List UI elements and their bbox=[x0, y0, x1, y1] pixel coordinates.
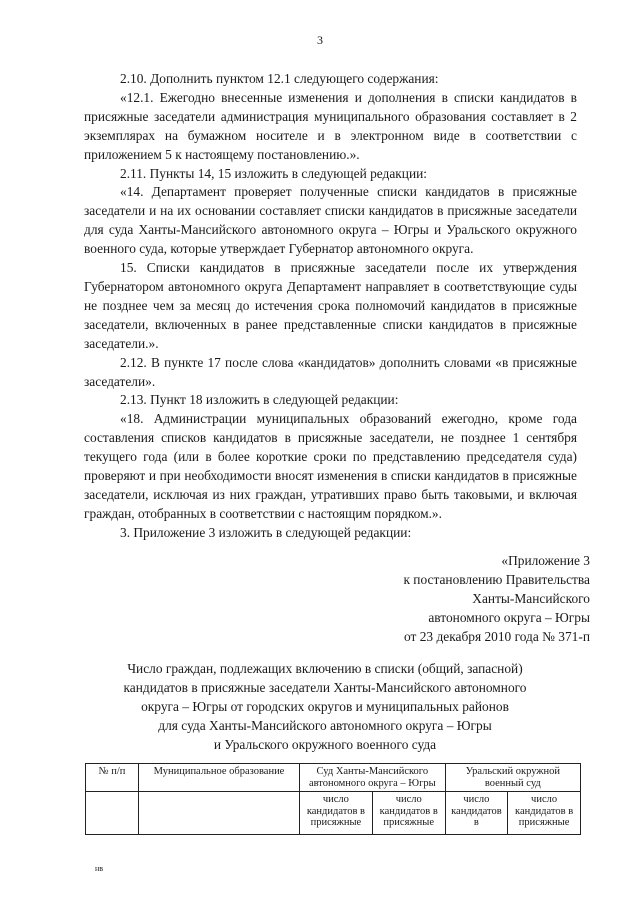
header-court-khmao: Суд Ханты-Мансийского автономного округа – Югры bbox=[300, 764, 446, 792]
appendix-line: «Приложение 3 bbox=[501, 553, 590, 568]
table-header-row bbox=[86, 764, 581, 792]
paragraph-2-13: 2.13. Пункт 18 изложить в следующей редакции: bbox=[120, 392, 399, 408]
appendix-line: Ханты-Мансийского bbox=[472, 590, 590, 606]
header-court-ural: Уральский окружной военный суд bbox=[445, 764, 580, 792]
subheader-empty bbox=[139, 792, 300, 835]
header-municipality: Муниципальное образование bbox=[139, 764, 300, 792]
subheader-reserve-ural: число кандидатов в присяжные bbox=[508, 792, 581, 835]
body-text bbox=[84, 70, 577, 543]
footer-mark: нв bbox=[95, 864, 104, 873]
paragraph-12-1: «12.1. Ежегодно внесенные изменения и дополнения в списки кандидатов в присяжные заседатели администрация муниципального образования составляет в 2 экземплярах на бумажном носителе и в электронном виде в соответствии с приложением 5 к настоящему постановлению.». bbox=[84, 89, 577, 162]
appendix-line: автономного округа – Югры bbox=[428, 609, 590, 625]
paragraph-14: «14. Департамент проверяет полученные списки кандидатов в присяжные заседатели и на их основании составляет списки кандидатов в присяжные заседатели для суда Ханты-Мансийского автономного округа – Югры и Уральского окружного военного суда, которые утверждает Губернатор автономного округа. bbox=[84, 184, 577, 257]
paragraph-2-12: 2.12. В пункте 17 после слова «кандидатов» дополнить словами «в присяжные заседатели». bbox=[84, 354, 577, 389]
subheader-general-ural: число кандидатов в bbox=[445, 792, 508, 835]
table-title-line: Число граждан, подлежащих включению в списки (общий, запасной) bbox=[127, 661, 523, 676]
candidates-table bbox=[85, 763, 581, 835]
table-title-line: округа – Югры от городских округов и муниципальных районов bbox=[141, 698, 509, 714]
subheader-general-khmao: число кандидатов в присяжные bbox=[300, 792, 373, 835]
table-title-line: кандидатов в присяжные заседатели Ханты-Мансийского автономного bbox=[123, 679, 527, 695]
appendix-header bbox=[330, 552, 590, 647]
page-number: 3 bbox=[317, 33, 323, 47]
table-subheader-row bbox=[86, 792, 581, 835]
paragraph-2-11: 2.11. Пункты 14, 15 изложить в следующей редакции: bbox=[120, 165, 428, 181]
table-title-line: и Уральского окружного военного суда bbox=[213, 736, 437, 752]
paragraph-18: «18. Администрации муниципальных образований ежегодно, кроме года составления списков кандидатов в присяжные заседатели, не позднее 1 сентября текущего года (или в более короткие сроки по представлению председателя суда) проверяют и при необходимости вносят изменения в списки кандидатов в присяжные заседатели, исключая из них граждан, утративших право быть таковыми, и включая граждан, отобранных в соответствии с настоящим порядком.». bbox=[84, 411, 577, 521]
paragraph-15: 15. Списки кандидатов в присяжные заседатели после их утверждения Губернатором автономного округа Департамент направляет в соответствующие суды не позднее чем за месяц до истечения срока полномочий кандидатов в присяжные заседатели, включенных в ранее представленные списки кандидатов в присяжные заседатели.». bbox=[84, 260, 577, 351]
paragraph-3: 3. Приложение 3 изложить в следующей редакции: bbox=[120, 524, 412, 540]
appendix-line: к постановлению Правительства bbox=[403, 571, 590, 587]
subheader-empty bbox=[86, 792, 139, 835]
paragraph-2-10: 2.10. Дополнить пунктом 12.1 следующего содержания: bbox=[120, 71, 439, 86]
table-title bbox=[90, 660, 560, 755]
header-num: № п/п bbox=[86, 764, 139, 792]
appendix-line: от 23 декабря 2010 года № 371-п bbox=[403, 628, 590, 644]
subheader-reserve-khmao: число кандидатов в присяжные bbox=[372, 792, 445, 835]
table-title-line: для суда Ханты-Мансийского автономного округа – Югры bbox=[158, 717, 492, 733]
